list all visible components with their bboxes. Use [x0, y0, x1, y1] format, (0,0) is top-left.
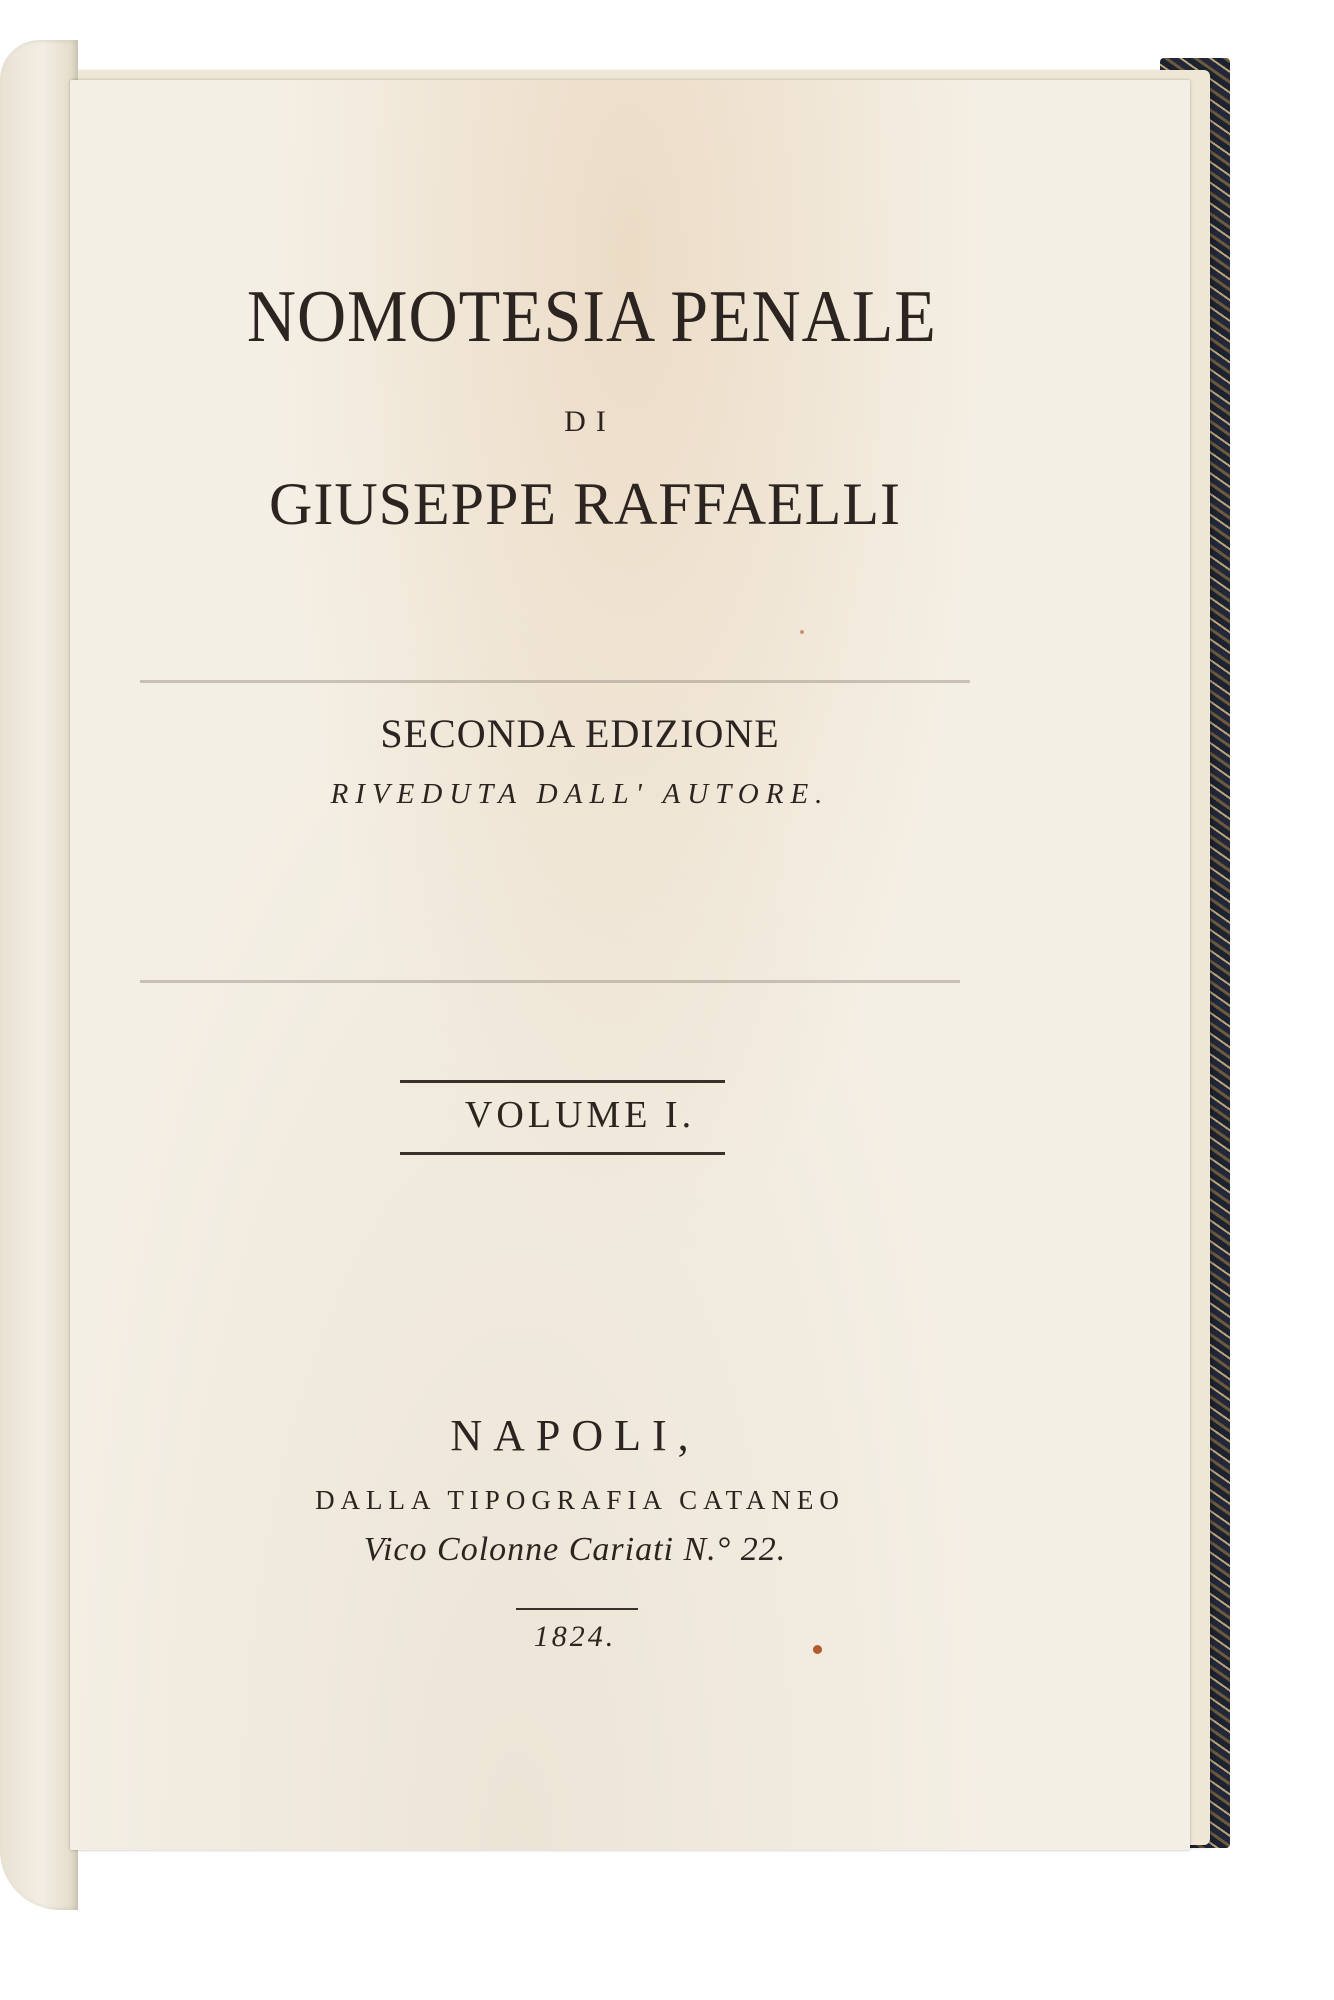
printer-address: Vico Colonne Cariati N.° 22.: [363, 1531, 787, 1568]
book-title: NOMOTESIA PENALE: [246, 276, 937, 358]
by-line: DI: [564, 405, 616, 438]
show-through-rule-bottom: [140, 980, 960, 983]
place-of-publication: NAPOLI,: [450, 1411, 700, 1460]
foxing-spot: [813, 1645, 822, 1654]
show-through-rule-top: [140, 680, 970, 683]
title-page: [70, 80, 1190, 1850]
volume-rule-bottom: [400, 1152, 725, 1155]
author-name: GIUSEPPE RAFFAELLI: [269, 471, 901, 537]
printer-name: DALLA TIPOGRAFIA CATANEO: [315, 1485, 845, 1515]
volume-rule-top: [400, 1080, 725, 1083]
revised-note: RIVEDUTA DALL' AUTORE.: [330, 778, 830, 810]
year-rule: [516, 1608, 638, 1610]
publication-year: 1824.: [533, 1620, 617, 1653]
foxing-spot: [800, 630, 804, 634]
volume-label: VOLUME I.: [464, 1094, 696, 1136]
edition-label: SECONDA EDIZIONE: [380, 711, 780, 756]
